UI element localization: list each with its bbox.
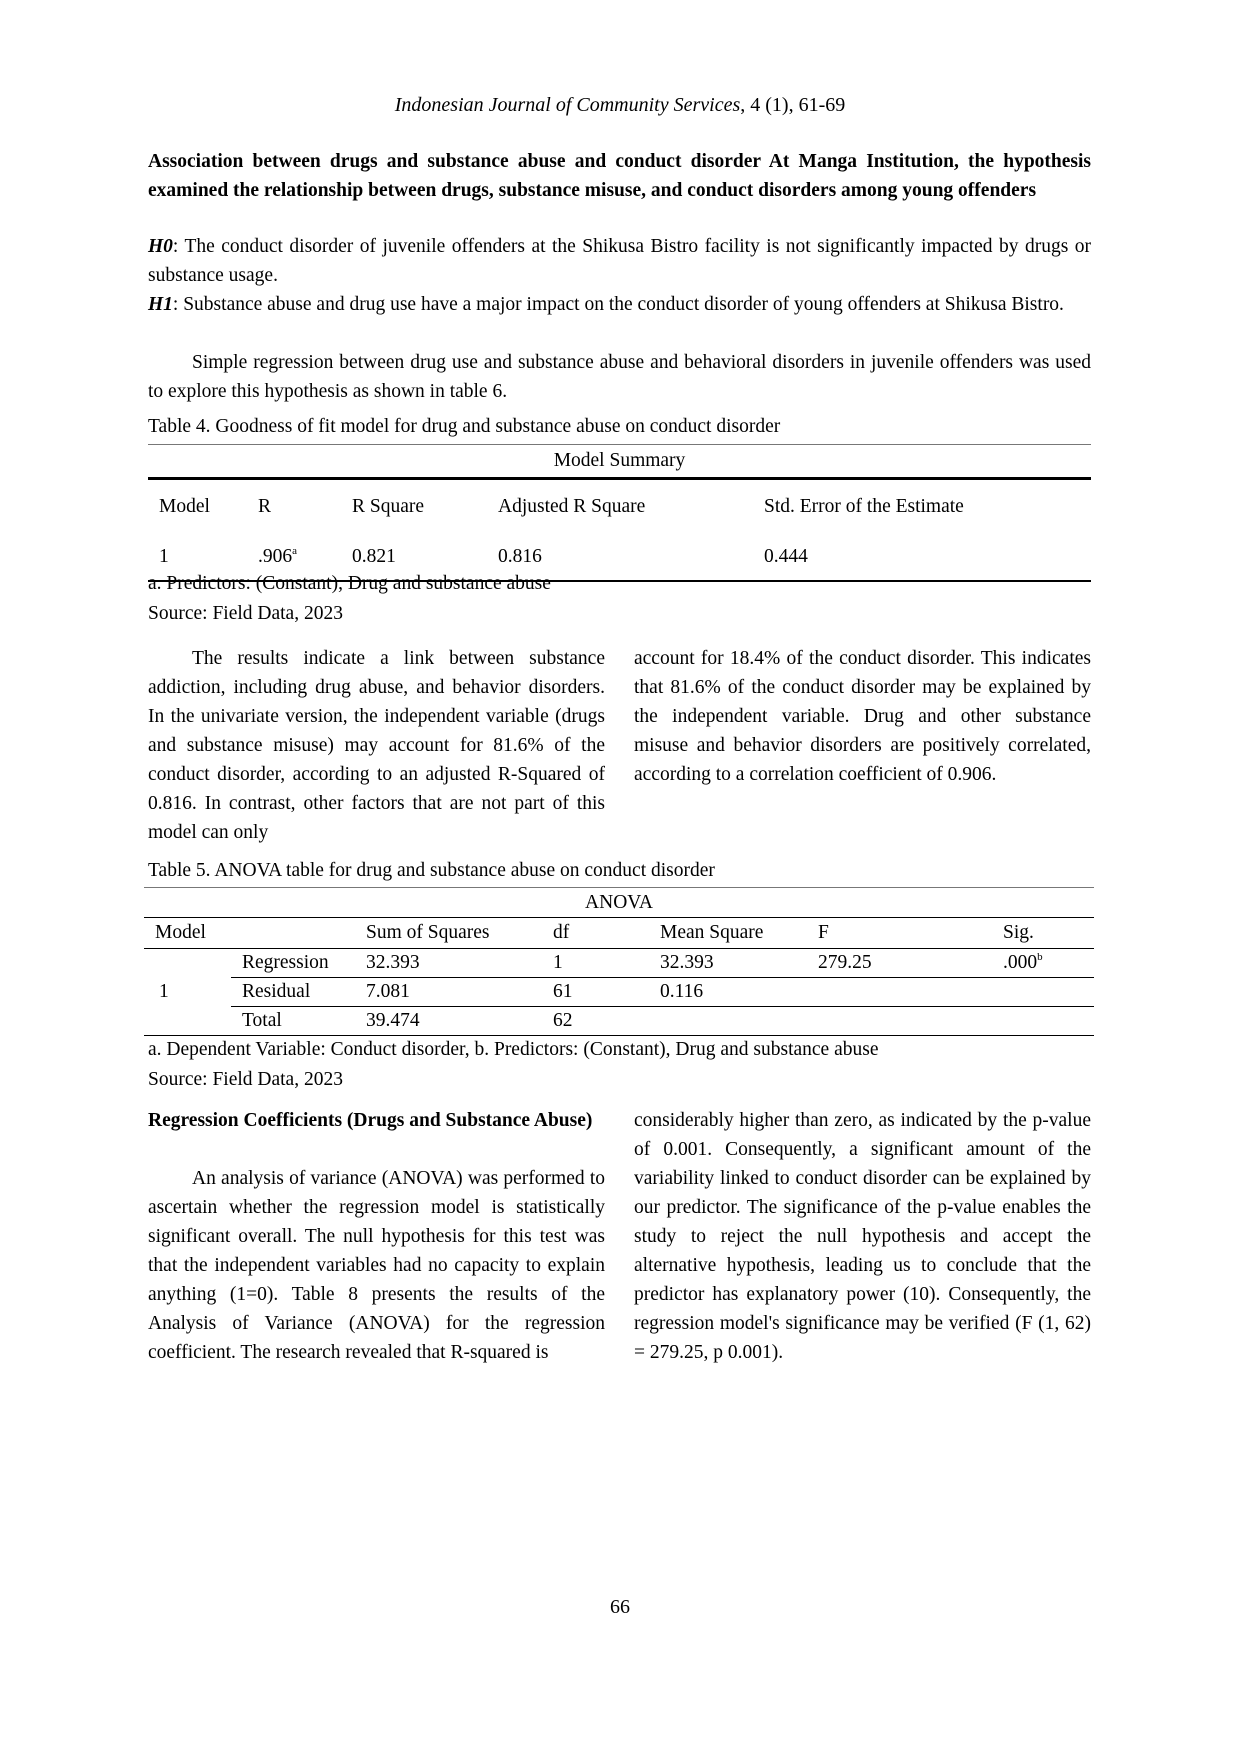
table5-cell-ms [649, 1007, 807, 1036]
journal-name: Indonesian Journal of Community Services [394, 94, 741, 116]
table5-cell-model: 1 [144, 949, 231, 1036]
hypothesis-h0 [148, 232, 1091, 290]
table5-cell-df: 61 [542, 978, 649, 1007]
h1-text: : Substance abuse and drug use have a major impact on the conduct disorder of young offenders at Shikusa Bistro. [172, 294, 1064, 315]
intro-paragraph: Simple regression between drug use and substance abuse and behavioral disorders in juvenile offenders was used to explore this hypothesis as shown in table 6. [148, 352, 1091, 402]
table5-cell-sig [992, 1007, 1094, 1036]
table5-cell-df: 62 [542, 1007, 649, 1036]
table5-header-f: F [807, 918, 992, 949]
table5-cell-ss: 32.393 [355, 949, 542, 978]
results-paragraph-left: The results indicate a link between substance addiction, including drug abuse, and behavior disorders. In the univariate version, the independent variable (drugs and substance misuse) may account for 81.6% of the conduct disorder, according to an adjusted R-Squared of 0.816. In contrast, other factors that are not part of this model can only [148, 648, 605, 843]
table5-cell-ms: 32.393 [649, 949, 807, 978]
running-header [0, 94, 1240, 117]
table5-row-label: Total [231, 1007, 355, 1036]
table5-cell-sig: .000$^b$ [992, 949, 1094, 978]
table4-cell-adj-r-square: 0.816 [498, 534, 764, 581]
page-number: 66 [610, 1596, 630, 1618]
table5-cell-ms: 0.116 [649, 978, 807, 1007]
h0-label: H0 [148, 236, 173, 257]
table5-cell-f [807, 978, 992, 1007]
table4-source: Source: Field Data, 2023 [148, 603, 343, 624]
anova-table [144, 887, 1094, 1036]
table-row [144, 1007, 1094, 1036]
table4-header-model: Model [148, 479, 258, 535]
table5-header-ms: Mean Square [649, 918, 807, 949]
h1-label: H1 [148, 294, 173, 315]
table4-header-std-error: Std. Error of the Estimate [764, 479, 1091, 535]
table4-header-r: R [258, 479, 352, 535]
table5-cell-ss: 39.474 [355, 1007, 542, 1036]
table5-header-blank [231, 918, 355, 949]
table5-cell-df: 1 [542, 949, 649, 978]
table5-row-label: Residual [231, 978, 355, 1007]
regression-paragraph-right: considerably higher than zero, as indicated by the p-value of 0.001. Consequently, a significant amount of the variability linked to conduct disorder can be explained by our predictor. The significance of the p-value enables the study to reject the null hypothesis and accept the alternative hypothesis, leading us to conclude that the predictor has explanatory power (10). Consequently, the regression model's significance may be verified (F (1, 62) = 279.25, p 0.001). [634, 1110, 1091, 1363]
table5-header-ss: Sum of Squares [355, 918, 542, 949]
table5-caption: Table 5. ANOVA table for drug and substance abuse on conduct disorder [148, 860, 715, 881]
regression-paragraph-left: An analysis of variance (ANOVA) was performed to ascertain whether the regression model is statistically significant overall. The null hypothesis for this test was that the independent variables had no capacity to explain anything (1=0). Table 8 presents the results of the Analysis of Variance (ANOVA) for the regression coefficient. The research revealed that R-squared is [148, 1168, 605, 1363]
table4-cell-r: .906$^a$ [258, 534, 352, 581]
table4-header-adj-r-square: Adjusted R Square [498, 479, 764, 535]
table5-header-model: Model [144, 918, 231, 949]
table4-cell-r-square: 0.821 [352, 534, 498, 581]
h0-text: : The conduct disorder of juvenile offenders at the Shikusa Bistro facility is not significantly impacted by drugs or substance usage. [148, 236, 1091, 286]
table5-cell-f [807, 1007, 992, 1036]
table-row [144, 949, 1094, 978]
table5-row-label: Regression [231, 949, 355, 978]
table4-cell-model: 1 [148, 534, 258, 581]
table5-header-sig: Sig. [992, 918, 1094, 949]
table4-title: Model Summary [148, 445, 1091, 479]
table5-source: Source: Field Data, 2023 [148, 1069, 343, 1090]
table5-header-df: df [542, 918, 649, 949]
table5-cell-f: 279.25 [807, 949, 992, 978]
hypothesis-h1 [148, 290, 1091, 319]
table5-cell-sig [992, 978, 1094, 1007]
journal-citation: , 4 (1), 61-69 [740, 94, 846, 116]
results-paragraph-right: account for 18.4% of the conduct disorder. This indicates that 81.6% of the conduct disorder may be explained by the independent variable. Drug and other substance misuse and behavior disorders are positively correlated, according to a correlation coefficient of 0.906. [634, 648, 1091, 785]
table4-cell-std-error: 0.444 [764, 534, 1091, 581]
table4-header-r-square: R Square [352, 479, 498, 535]
table4-note: a. Predictors: (Constant), Drug and substance abuse [148, 573, 551, 594]
section-heading: Association between drugs and substance abuse and conduct disorder At Manga Institution, the hypothesis examined the relationship between drugs, substance misuse, and conduct disorders among young offenders [148, 151, 1091, 201]
table-row [144, 978, 1094, 1007]
table5-title: ANOVA [144, 888, 1094, 918]
regression-heading: Regression Coefficients (Drugs and Substance Abuse) [148, 1110, 593, 1131]
model-summary-table [148, 444, 1091, 582]
table5-cell-ss: 7.081 [355, 978, 542, 1007]
table4-caption: Table 4. Goodness of fit model for drug and substance abuse on conduct disorder [148, 416, 781, 437]
table5-note: a. Dependent Variable: Conduct disorder, b. Predictors: (Constant), Drug and substance abuse [148, 1039, 879, 1060]
